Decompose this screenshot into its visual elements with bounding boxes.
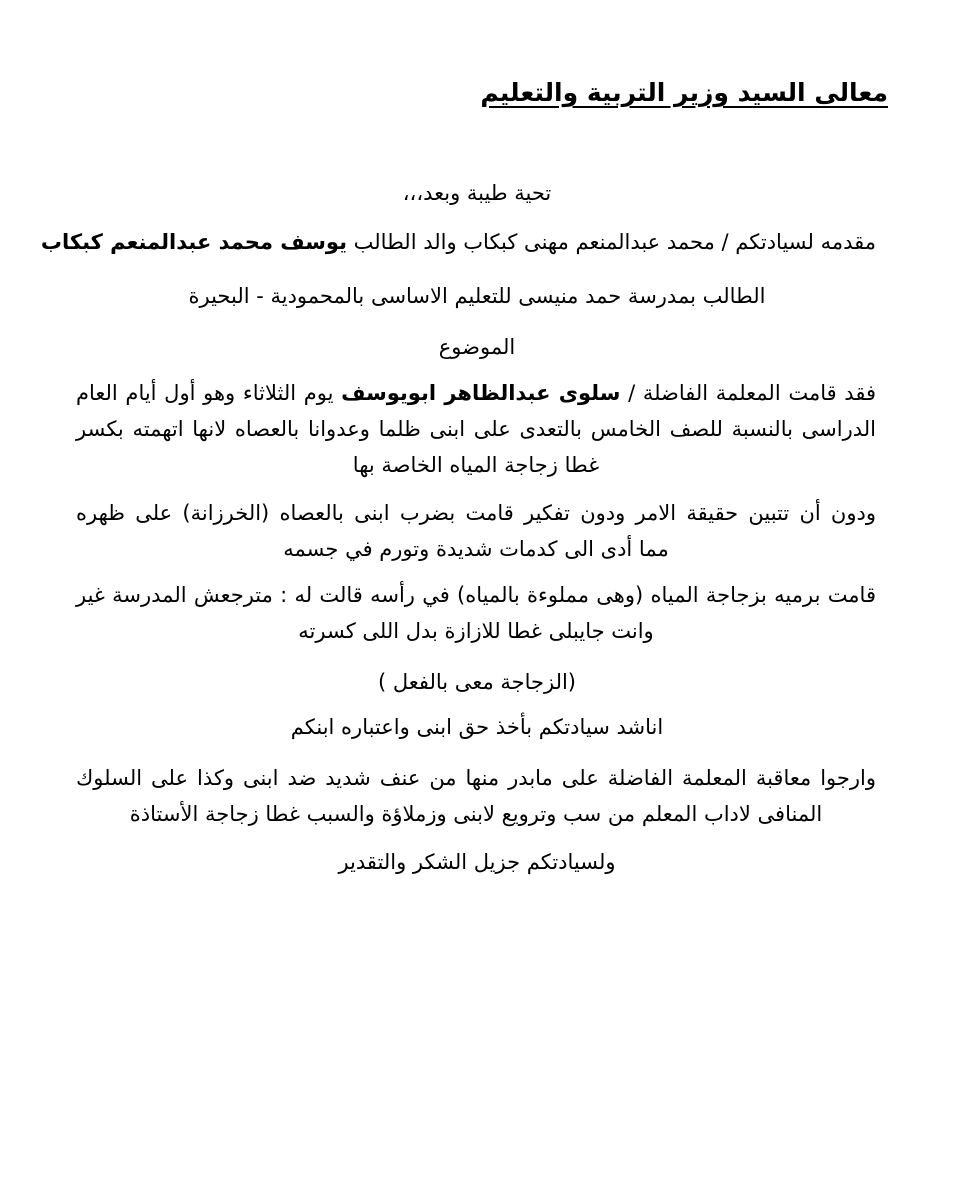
subject-label: الموضوع	[438, 335, 516, 359]
paragraph-beating-line-1: ودون أن تتبين حقيقة الامر ودون تفكير قامت بضرب ابنى بالعصاه (الخرزانة) على ظهره	[76, 501, 876, 525]
paragraph-evidence: (الزجاجة معى بالفعل )	[377, 670, 577, 694]
teacher-prefix: فقد قامت المعلمة الفاضلة /	[620, 381, 876, 405]
paragraph-bottle-line-2: وانت جايبلى غطا للازازة بدل اللى كسرته	[298, 619, 654, 643]
paragraph-incident-line-2: الدراسى بالنسبة للصف الخامس بالتعدى على ابنى ظلما وعدوانا بالعصاه لانها اتهمته بكسر	[76, 417, 876, 441]
incident-line1-rest: يوم الثلاثاء وهو أول أيام العام	[76, 381, 342, 405]
intro-prefix: مقدمه لسيادتكم / محمد عبدالمنعم مهنى كبكاب والد الطالب	[346, 230, 876, 254]
teacher-name: سلوى عبدالظاهر ابويوسف	[341, 381, 621, 405]
student-name: يوسف محمد عبدالمنعم كبكاب	[40, 230, 347, 254]
letter-intro	[40, 225, 876, 259]
school-line: الطالب بمدرسة حمد منيسى للتعليم الاساسى بالمحمودية - البحيرة	[188, 284, 766, 308]
letter-closing: ولسيادتكم جزيل الشكر والتقدير	[338, 850, 616, 874]
paragraph-incident-line-3: غطا زجاجة المياه الخاصة بها	[352, 453, 600, 477]
paragraph-incident	[76, 375, 876, 483]
paragraph-bottle	[76, 577, 876, 649]
paragraph-plea: اناشد سيادتكم بأخذ حق ابنى واعتباره ابنكم	[290, 715, 664, 739]
letter-greeting: تحية طيبة وبعد،،،	[402, 181, 552, 205]
paragraph-request-line-2: المنافى لاداب المعلم من سب وترويع لابنى وزملاؤة والسبب غطا زجاجة الأستاذة	[129, 802, 823, 826]
paragraph-bottle-line-1: قامت برميه بزجاجة المياه (وهى مملوءة بالمياه) في رأسه قالت له : مترجعش المدرسة غير	[76, 583, 876, 607]
paragraph-request	[76, 760, 876, 832]
paragraph-request-line-1: وارجوا معاقبة المعلمة الفاضلة على مابدر منها من عنف شديد ضد ابنى وكذا على السلوك	[76, 766, 876, 790]
letter-addressee: معالى السيد وزير التربية والتعليم	[480, 78, 888, 107]
paragraph-beating-line-2: مما أدى الى كدمات شديدة وتورم في جسمه	[283, 537, 669, 561]
paragraph-beating	[76, 495, 876, 567]
paragraph-incident-line-1	[76, 375, 876, 411]
